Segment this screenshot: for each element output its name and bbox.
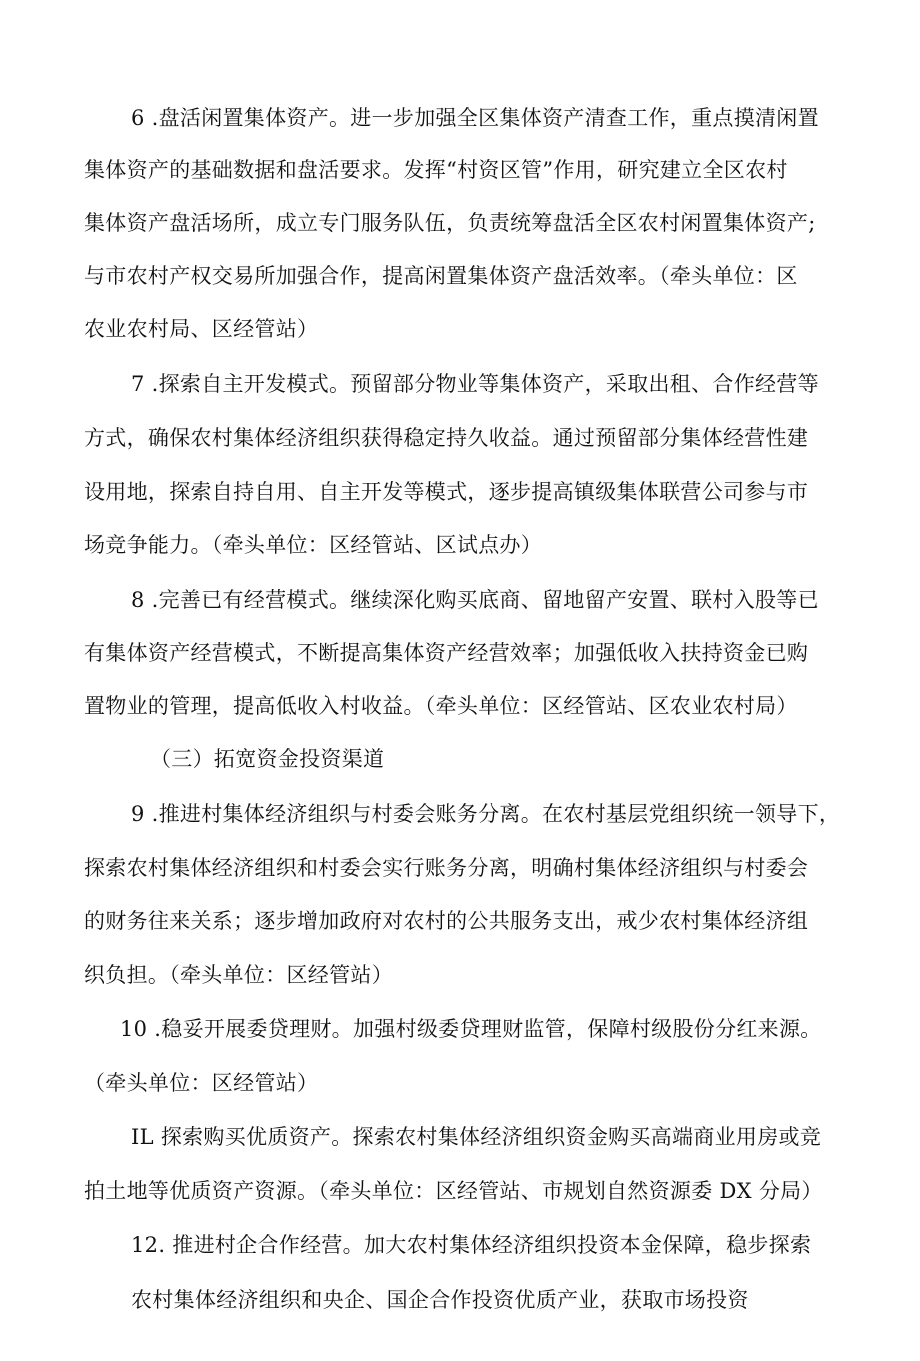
item-9-line-3: 的财务往来关系；逐步增加政府对农村的公共服务支出，戒少农村集体经济组 xyxy=(84,909,809,933)
section-heading-3: （三）拓宽资金投资渠道 xyxy=(150,747,385,771)
item-7-line-3: 设用地，探索自持自用、自主开发等模式，逐步提高镇级集体联营公司参与市 xyxy=(84,480,809,504)
item-10-line-1: 10 .稳妥开展委贷理财。加强村级委贷理财监管，保障村级股份分红来源。 xyxy=(120,1017,822,1041)
item-6-line-1: 6 .盘活闲置集体资产。进一步加强全区集体资产清查工作，重点摸清闲置 xyxy=(131,106,819,130)
item-6-line-5: 农业农村局、区经管站） xyxy=(84,317,319,341)
item-9-line-4: 织负担。（牵头单位：区经管站） xyxy=(84,963,393,987)
item-8-line-2: 有集体资产经营模式，不断提高集体资产经营效率；加强低收入扶持资金已购 xyxy=(84,641,809,665)
item-9-line-1: 9 .推进村集体经济组织与村委会账务分离。在农村基层党组织统一领导下， xyxy=(131,802,841,826)
item-12-line-1: 12. 推进村企合作经营。加大农村集体经济组织投资本金保障，稳步探索 xyxy=(131,1233,812,1257)
item-8-line-3: 置物业的管理，提高低收入村收益。（牵头单位：区经管站、区农业农村局） xyxy=(84,694,798,718)
item-6-line-2: 集体资产的基础数据和盘活要求。发挥“村资区管”作用，研究建立全区农村 xyxy=(84,158,788,182)
item-8-line-1: 8 .完善已有经营模式。继续深化购买底商、留地留产安置、联村入股等已 xyxy=(131,588,819,612)
item-7-line-4: 场竞争能力。（牵头单位：区经管站、区试点办） xyxy=(84,533,543,557)
item-7-line-1: 7 .探索自主开发模式。预留部分物业等集体资产，采取出租、合作经营等 xyxy=(131,372,819,396)
item-7-line-2: 方式，确保农村集体经济组织获得稳定持久收益。通过预留部分集体经营性建 xyxy=(84,426,809,450)
item-12-line-2: 农村集体经济组织和央企、国企合作投资优质产业，获取市场投资 xyxy=(131,1288,749,1312)
item-11-line-1: IL 探索购买优质资产。探索农村集体经济组织资金购买高端商业用房或竞 xyxy=(131,1125,822,1149)
item-10-line-2: （牵头单位：区经管站） xyxy=(84,1071,319,1095)
item-6-line-3: 集体资产盘活场所，成立专门服务队伍，负责统筹盘活全区农村闲置集体资产; xyxy=(84,211,816,235)
item-6-line-4: 与市农村产权交易所加强合作，提高闲置集体资产盘活效率。（牵头单位：区 xyxy=(84,264,798,288)
item-11-line-2: 拍土地等优质资产资源。（牵头单位：区经管站、市规划自然资源委 DX 分局） xyxy=(84,1179,823,1203)
item-9-line-2: 探索农村集体经济组织和村委会实行账务分离，明确村集体经济组织与村委会 xyxy=(84,856,809,880)
